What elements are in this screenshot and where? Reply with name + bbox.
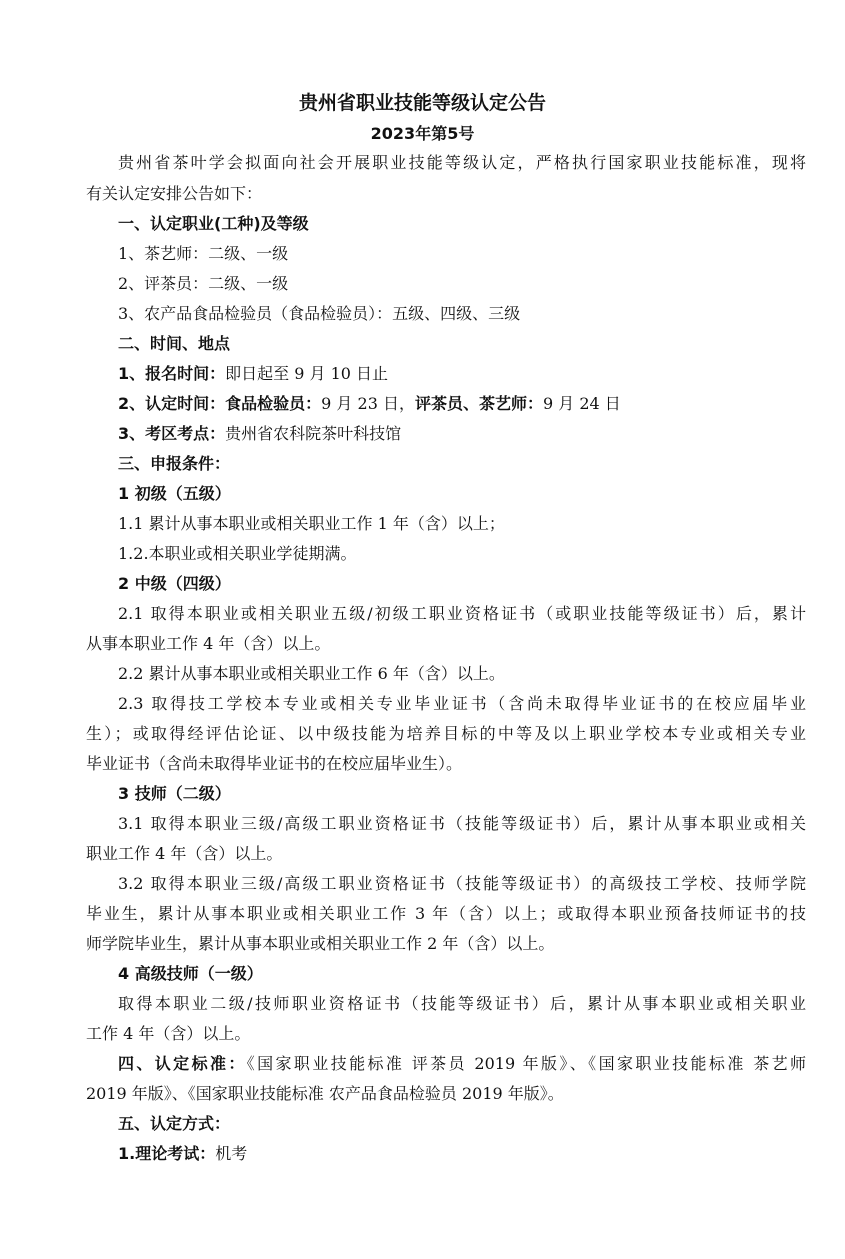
condition-text: 生）；或取得经评估论证、以中级技能为培养目标的中等及以上职业学校本专业或相关专业 — [86, 724, 806, 743]
section-4-label: 四、认定标准： — [118, 1054, 247, 1073]
exam-site — [118, 423, 806, 445]
level-3-heading: 3 技师（二级） — [118, 784, 231, 803]
section-3-heading: 三、申报条件： — [118, 454, 231, 473]
level-4-heading: 4 高级技师（一级） — [118, 964, 263, 983]
level-1-heading: 1 初级（五级） — [118, 484, 231, 503]
theory-exam-value: 机考 — [215, 1144, 248, 1163]
theory-exam-label: 1.理论考试： — [118, 1144, 216, 1163]
certification-time — [118, 393, 806, 415]
exam-site-label: 3、考区考点： — [118, 424, 226, 443]
condition-text: 2.3 取得技工学校本专业或相关专业毕业证书（含尚未取得毕业证书的在校应届毕业 — [118, 694, 806, 713]
theory-exam — [118, 1143, 806, 1165]
level-2-heading: 2 中级（四级） — [118, 574, 231, 593]
registration-time-value: 即日起至 9 月 10 日止 — [225, 364, 389, 383]
condition-text: 2.1 取得本职业或相关职业五级/初级工职业资格证书（或职业技能等级证书）后，累计 — [118, 604, 806, 623]
condition-text: 2.2 累计从事本职业或相关职业工作 6 年（含）以上。 — [118, 664, 505, 683]
condition-text: 从事本职业工作 4 年（含）以上。 — [86, 634, 331, 653]
registration-time-label: 1、报名时间： — [118, 364, 226, 383]
condition-text: 取得本职业二级/技师职业资格证书（技能等级证书）后，累计从事本职业或相关职业 — [118, 994, 806, 1013]
occupation-item: 1、茶艺师：二级、一级 — [118, 244, 289, 263]
section-4-standards-text: 《国家职业技能标准 评茶员 2019 年版》、《国家职业技能标准 茶艺师 — [246, 1054, 806, 1073]
occupation-item: 2、评茶员：二级、一级 — [118, 274, 289, 293]
condition-text: 工作 4 年（含）以上。 — [86, 1024, 251, 1043]
announcement-number: 2023年第5号 — [370, 124, 475, 143]
section-4-standards — [118, 1053, 806, 1075]
condition-text: 3.1 取得本职业三级/高级工职业资格证书（技能等级证书）后，累计从事本职业或相关 — [118, 814, 806, 833]
condition-text: 1.1 累计从事本职业或相关职业工作 1 年（含）以上； — [118, 514, 505, 533]
condition-text: 1.2.本职业或相关职业学徒期满。 — [118, 544, 357, 563]
condition-text: 3.2 取得本职业三级/高级工职业资格证书（技能等级证书）的高级技工学校、技师学院 — [118, 874, 806, 893]
intro-line-1: 贵州省茶叶学会拟面向社会开展职业技能等级认定，严格执行国家职业技能标准，现将 — [118, 153, 806, 172]
section-5-heading: 五、认定方式： — [118, 1114, 231, 1133]
tea-date: 9 月 24 日 — [542, 394, 621, 413]
registration-time — [118, 363, 806, 385]
condition-text: 毕业生，累计从事本职业或相关职业工作 3 年（含）以上；或取得本职业预备技师证书的技 — [86, 904, 806, 923]
tea-label: 评茶员、茶艺师： — [414, 394, 543, 413]
occupation-item: 3、农产品食品检验员（食品检验员）：五级、四级、三级 — [118, 304, 521, 323]
exam-site-value: 贵州省农科院茶叶科技馆 — [225, 424, 402, 443]
section-2-heading: 二、时间、地点 — [118, 334, 231, 353]
food-inspector-label: 食品检验员： — [225, 394, 322, 413]
condition-text: 师学院毕业生，累计从事本职业或相关职业工作 2 年（含）以上。 — [86, 934, 555, 953]
page-title: 贵州省职业技能等级认定公告 — [298, 92, 546, 114]
condition-text: 毕业证书（含尚未取得毕业证书的在校应届毕业生）。 — [86, 754, 463, 773]
section-1-heading: 一、认定职业(工种)及等级 — [118, 214, 309, 233]
condition-text: 职业工作 4 年（含）以上。 — [86, 844, 283, 863]
intro-line-2: 有关认定安排公告如下： — [86, 184, 263, 203]
food-inspector-date: 9 月 23 日， — [321, 394, 415, 413]
certification-time-label: 2、认定时间： — [118, 394, 226, 413]
section-4-standards-cont: 2019 年版》、《国家职业技能标准 农产品食品检验员 2019 年版》。 — [86, 1084, 564, 1103]
